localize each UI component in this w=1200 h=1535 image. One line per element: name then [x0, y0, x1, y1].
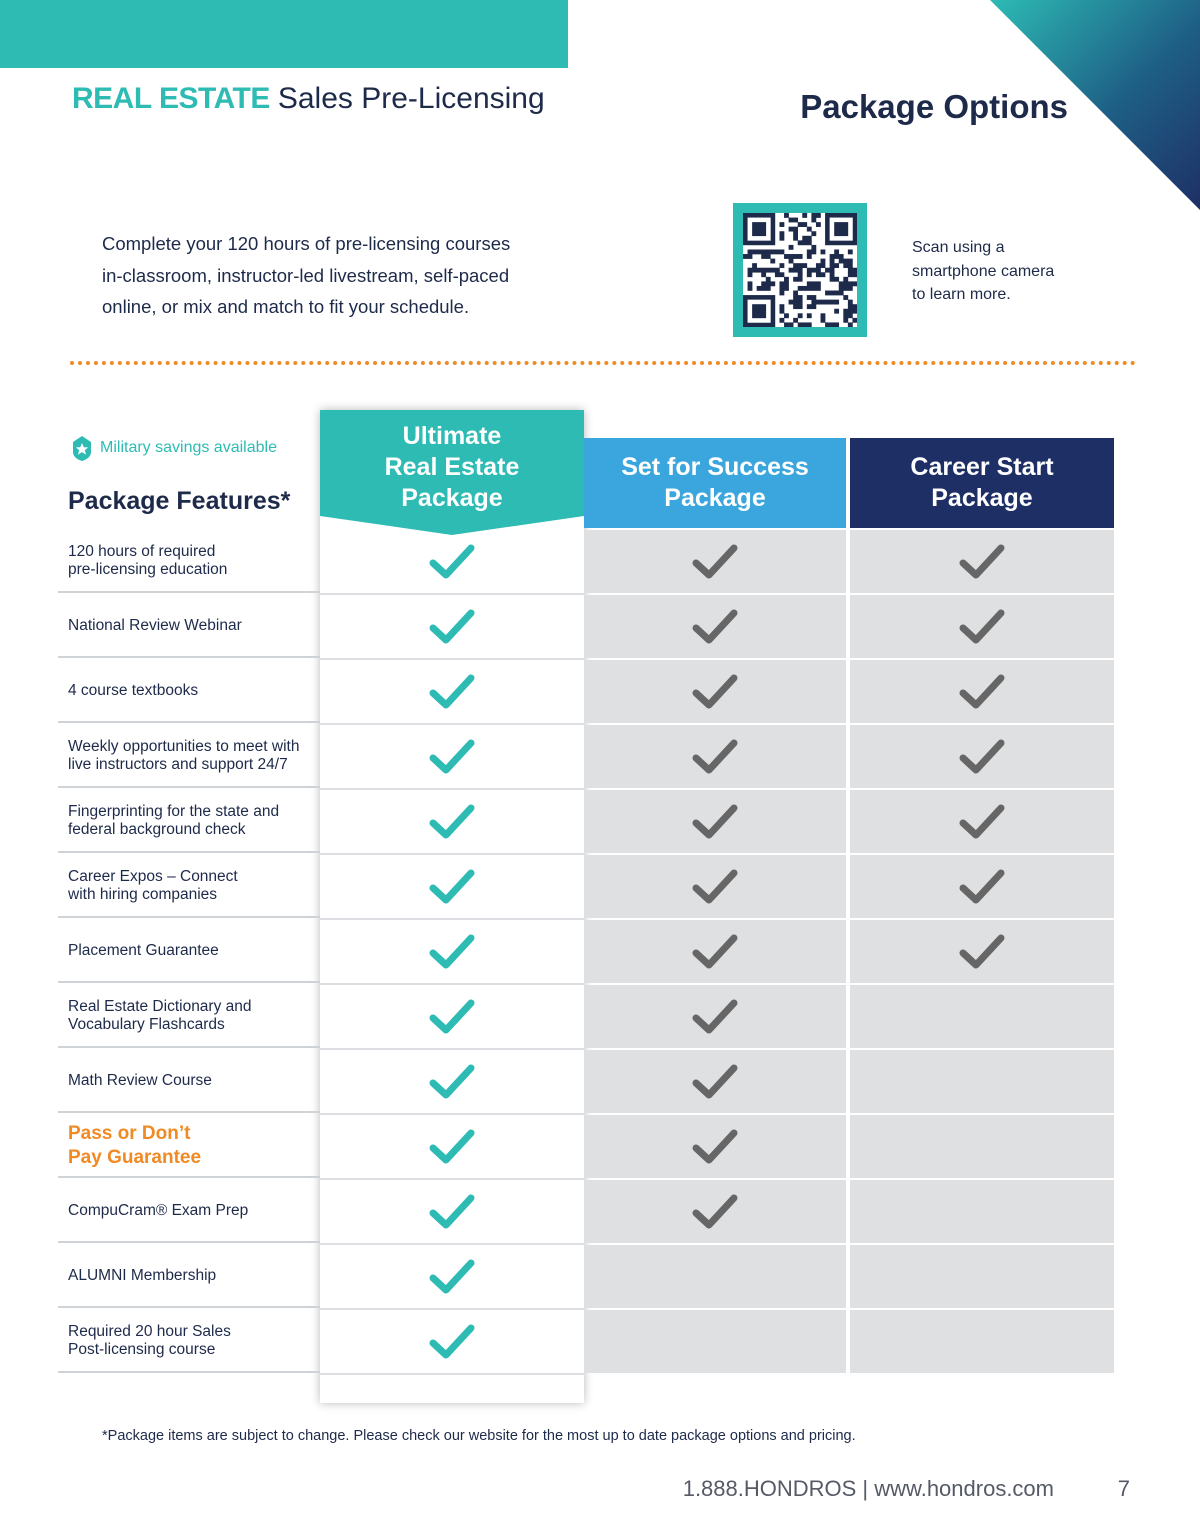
feature-label-text: Career Expos – Connect with hiring companies [68, 867, 238, 903]
table-row [58, 660, 1114, 725]
qr-caption-line: Scan using a [912, 239, 1005, 256]
feature-label [58, 660, 320, 723]
column-title: Set for Success Package [621, 453, 809, 512]
feature-label [58, 595, 320, 658]
feature-label [58, 1310, 320, 1373]
package-cell [320, 855, 584, 920]
checkmark-icon [691, 1063, 739, 1101]
package-cell [320, 660, 584, 725]
checkmark-icon [958, 803, 1006, 841]
course-subtitle: Sales Pre-Licensing [277, 82, 545, 115]
package-cell [584, 1180, 846, 1243]
checkmark-icon [428, 868, 476, 906]
package-cell [320, 530, 584, 595]
package-cell [584, 1310, 846, 1373]
package-cell [584, 595, 846, 658]
qr-code-frame[interactable] [733, 203, 867, 337]
feature-label [58, 1180, 320, 1243]
package-cell [320, 1050, 584, 1115]
checkmark-icon [958, 543, 1006, 581]
table-row [58, 1115, 1114, 1180]
feature-label [58, 1245, 320, 1308]
column-header-ultimate [320, 410, 584, 535]
feature-label-text: 120 hours of required pre-licensing education [68, 542, 228, 578]
package-cell [850, 855, 1114, 918]
checkmark-icon [691, 673, 739, 711]
dotted-divider [70, 361, 1136, 365]
package-cell [584, 985, 846, 1048]
table-row [58, 1310, 1114, 1375]
top-accent-bar [0, 0, 568, 68]
package-cell [850, 1180, 1114, 1243]
checkmark-icon [958, 673, 1006, 711]
package-cell [584, 855, 846, 918]
checkmark-icon [428, 673, 476, 711]
package-cell [320, 985, 584, 1050]
intro-line: in-classroom, instructor-led livestream, self-paced [102, 264, 510, 286]
footer-contact[interactable]: 1.888.HONDROS | www.hondros.com [682, 1476, 1054, 1501]
package-cell [320, 1245, 584, 1310]
table-row [58, 790, 1114, 855]
military-savings-note [70, 434, 277, 462]
document-title [72, 82, 545, 116]
features-title: Package Features* [68, 487, 291, 515]
intro-line: online, or mix and match to fit your schedule. [102, 296, 470, 317]
checkmark-icon [691, 608, 739, 646]
column-header-set-for-success [584, 438, 846, 528]
checkmark-icon [428, 933, 476, 971]
package-cell [584, 1050, 846, 1113]
feature-label-text: Placement Guarantee [68, 941, 219, 959]
checkmark-icon [958, 933, 1006, 971]
feature-label [58, 855, 320, 918]
qr-caption [912, 236, 1054, 307]
package-cell [850, 1245, 1114, 1308]
checkmark-icon [428, 1063, 476, 1101]
package-cell [320, 595, 584, 660]
brand-label: REAL ESTATE [72, 82, 270, 115]
checkmark-icon [691, 738, 739, 776]
footnote: *Package items are subject to change. Please check our website for the most up to date package options and pricing. [102, 1428, 856, 1444]
feature-label [58, 920, 320, 983]
table-row [58, 595, 1114, 660]
table-row [58, 855, 1114, 920]
table-row [58, 1050, 1114, 1115]
checkmark-icon [691, 1128, 739, 1166]
feature-label [58, 530, 320, 593]
checkmark-icon [428, 738, 476, 776]
checkmark-icon [428, 803, 476, 841]
intro-paragraph [102, 228, 572, 323]
column-header-career-start [850, 438, 1114, 528]
checkmark-icon [691, 933, 739, 971]
qr-code-icon[interactable] [743, 213, 857, 327]
checkmark-icon [428, 1323, 476, 1361]
feature-label-text: Weekly opportunities to meet with live instructors and support 24/7 [68, 737, 300, 773]
package-cell [850, 790, 1114, 853]
package-cell [850, 530, 1114, 593]
checkmark-icon [691, 868, 739, 906]
checkmark-icon [428, 1193, 476, 1231]
qr-caption-line: smartphone camera [912, 262, 1055, 280]
package-cell [320, 1115, 584, 1180]
feature-label-text: Pass or Don’t Pay Guarantee [68, 1122, 202, 1168]
package-cell [584, 530, 846, 593]
checkmark-icon [428, 1128, 476, 1166]
feature-label [58, 725, 320, 788]
column-title: Ultimate Real Estate Package [384, 422, 520, 512]
package-cell [850, 1050, 1114, 1113]
feature-label-text: Real Estate Dictionary and Vocabulary Flashcards [68, 997, 252, 1033]
feature-label-text: Math Review Course [68, 1071, 212, 1089]
feature-label [58, 790, 320, 853]
features-table [58, 530, 1114, 1375]
feature-label-text: CompuCram® Exam Prep [68, 1201, 249, 1219]
package-cell [584, 1245, 846, 1308]
feature-label [58, 1050, 320, 1113]
checkmark-icon [428, 998, 476, 1036]
qr-caption-line: to learn more. [912, 286, 1011, 303]
package-cell [584, 790, 846, 853]
package-cell [850, 725, 1114, 788]
table-row [58, 1180, 1114, 1245]
military-star-icon [70, 434, 94, 462]
package-cell [584, 1115, 846, 1178]
package-cell [320, 790, 584, 855]
package-cell [320, 920, 584, 985]
page-number: 7 [1117, 1476, 1130, 1501]
table-row [58, 530, 1114, 595]
package-cell [320, 1310, 584, 1375]
package-cell [850, 1310, 1114, 1373]
checkmark-icon [428, 1258, 476, 1296]
table-row [58, 985, 1114, 1050]
checkmark-icon [691, 998, 739, 1036]
feature-label-text: Required 20 hour Sales Post-licensing course [68, 1322, 231, 1358]
feature-label-text: 4 course textbooks [68, 681, 199, 699]
package-cell [850, 985, 1114, 1048]
page-title: Package Options [800, 88, 1068, 125]
intro-line: Complete your 120 hours of pre-licensing courses [102, 233, 511, 254]
package-cell [850, 595, 1114, 658]
checkmark-icon [428, 543, 476, 581]
table-row [58, 725, 1114, 790]
table-row [58, 1245, 1114, 1310]
checkmark-icon [691, 1193, 739, 1231]
checkmark-icon [958, 738, 1006, 776]
package-cell [584, 920, 846, 983]
feature-label [58, 1115, 320, 1178]
military-savings-label: Military savings available [100, 439, 277, 456]
package-cell [320, 1180, 584, 1245]
table-row [58, 920, 1114, 985]
feature-label-text: ALUMNI Membership [68, 1266, 217, 1284]
package-cell [850, 920, 1114, 983]
package-cell [584, 660, 846, 723]
checkmark-icon [691, 543, 739, 581]
feature-label-text: Fingerprinting for the state and federal background check [68, 802, 280, 838]
checkmark-icon [958, 608, 1006, 646]
column-title: Career Start Package [910, 453, 1054, 512]
checkmark-icon [428, 608, 476, 646]
checkmark-icon [958, 868, 1006, 906]
package-cell [320, 725, 584, 790]
package-cell [850, 1115, 1114, 1178]
checkmark-icon [691, 803, 739, 841]
feature-label [58, 985, 320, 1048]
package-cell [850, 660, 1114, 723]
feature-label-text: National Review Webinar [68, 616, 242, 634]
package-cell [584, 725, 846, 788]
